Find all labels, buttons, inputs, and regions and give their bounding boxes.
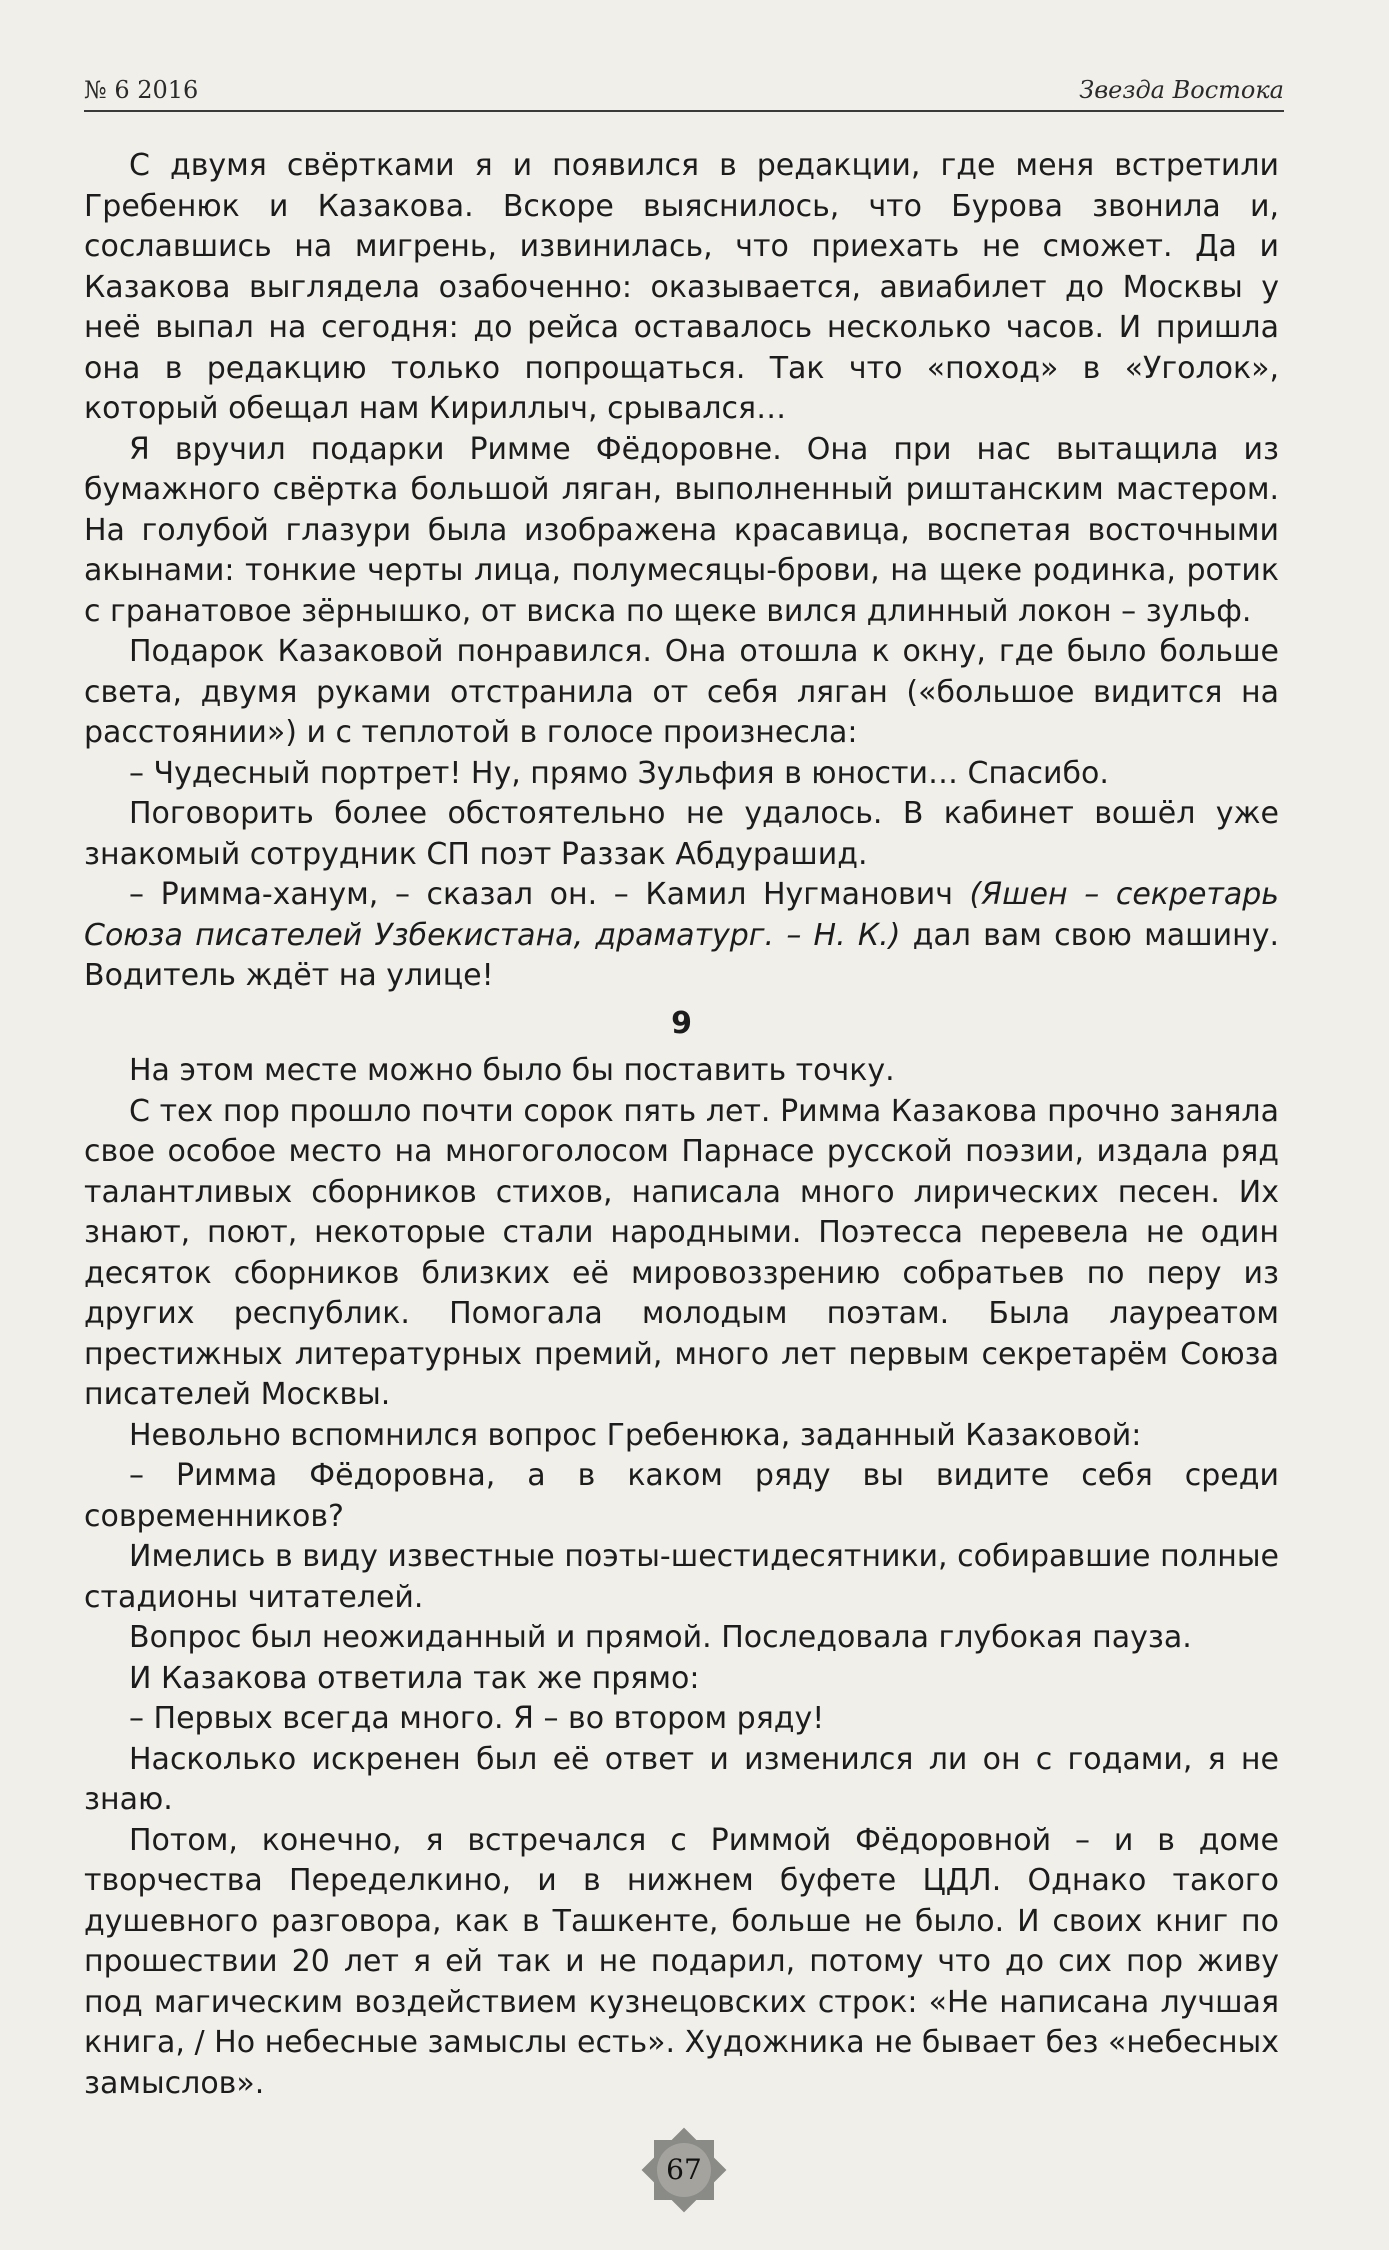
paragraph: И Казакова ответила так же прямо: (129, 1660, 700, 1696)
page-number-badge (641, 2127, 727, 2213)
chapter-number: 9 (671, 1005, 692, 1041)
paragraph: – Первых всегда много. Я – во втором ряду! (129, 1701, 825, 1736)
paragraph: Поговорить более обстоятельно не удалось. В кабинет вошёл уже знакомый сотрудник СП поэт Раззак Абдурашид. (84, 796, 1279, 872)
paragraph: Невольно вспомнился вопрос Гребенюка, заданный Казаковой: (129, 1417, 1142, 1453)
paragraph: С двумя свёртками я и появился в редакции, где меня встретили Гребенюк и Казакова. Вскоре выяснилось, что Бурова звонила и, сославшись на мигрень, извинилась, что приехать не сможет. Да и Казакова выглядела озабоченно: оказывается, авиабилет до Москвы у неё выпал на сегодня: до рейса оставалось несколько часов. И пришла она в редакцию только попрощаться. Так что «поход» в «Уголок», который обещал нам Кириллыч, срывался… (84, 148, 1279, 426)
article-body (84, 146, 1279, 2104)
header-divider (84, 110, 1284, 112)
paragraph: Потом, конечно, я встречался с Риммой Фёдоровной – и в доме творчества Переделкино, и в нижнем буфете ЦДЛ. Однако такого душевного разговора, как в Ташкенте, больше не было. И своих книг по прошествии 20 лет я ей так и не подарил, потому что до сих пор живу под магическим воздействием кузнецовских строк: «Не написана лучшая книга, / Но небесные замыслы есть». Художника не бывает без «небесных замыслов». (84, 1822, 1279, 2101)
journal-title: Звезда Востока (1079, 76, 1284, 104)
paragraph: С тех пор прошло почти сорок пять лет. Римма Казакова прочно заняла свое особое место на многоголосом Парнасе русской поэзии, издала ряд талантливых сборников стихов, написала много лирических песен. Их знают, поют, некоторые стали народными. Поэтесса перевела не один десяток сборников близких её мировоззрению собратьев по перу из других республик. Помогала молодым поэтам. Была лауреатом престижных литературных премий, много лет первым секретарём Союза писателей Москвы. (84, 1093, 1279, 1412)
paragraph: – Чудесный портрет! Ну, прямо Зульфия в юности… Спасибо. (129, 755, 1109, 791)
paragraph: Насколько искренен был её ответ и изменился ли он с годами, я не знаю. (84, 1741, 1279, 1817)
paragraph: Подарок Казаковой понравился. Она отошла к окну, где было больше света, двумя руками отстранила от себя ляган («большое видится на расстоянии») и с теплотой в голосе произнесла: (84, 634, 1279, 750)
paragraph: На этом месте можно было бы поставить точку. (129, 1053, 895, 1088)
page-number: 67 (666, 2153, 702, 2186)
quote-text-before: – Римма-ханум, – сказал он. – Камил Нугманович (129, 877, 970, 912)
page-header (84, 76, 1284, 106)
paragraph: Вопрос был неожиданный и прямой. Последовала глубокая пауза. (129, 1620, 1192, 1655)
quote-text-after: дал вам свою машину. Водитель ждёт на улице! (84, 917, 1279, 993)
paragraph: – Римма Фёдоровна, а в каком ряду вы видите себя среди современников? (84, 1458, 1279, 1534)
issue-label: № 6 2016 (84, 76, 199, 104)
paragraph-with-editor-note (84, 875, 1279, 997)
editor-note: (Яшен – секретарь Союза писателей Узбекистана, драматург. – Н. К.) (84, 877, 1279, 953)
paragraph: Имелись в виду известные поэты-шестидесятники, собиравшие полные стадионы читателей. (84, 1539, 1279, 1615)
paragraph: Я вручил подарки Римме Фёдоровне. Она при нас вытащила из бумажного свёртка большой ляган, выполненный риштанским мастером. На голубой глазури была изображена красавица, воспетая восточными акынами: тонкие черты лица, полумесяцы-брови, на щеке родинка, ротик с гранатовое зёрнышко, от виска по щеке вился длинный локон – зульф. (84, 431, 1279, 629)
